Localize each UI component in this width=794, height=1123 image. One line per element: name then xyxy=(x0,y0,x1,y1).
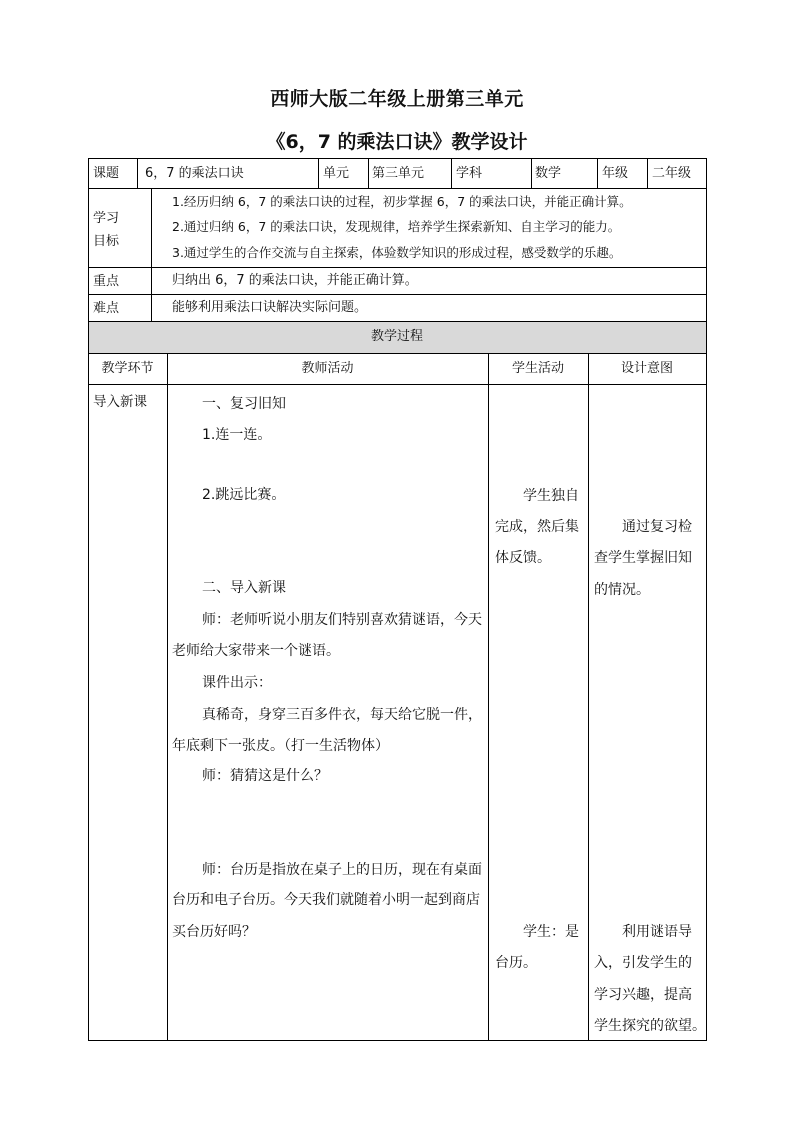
subject-value: 数学 xyxy=(535,166,562,181)
difficulty-label: 难点 xyxy=(93,301,120,316)
student-line: 学生独自 xyxy=(523,488,579,504)
stage-name: 导入新课 xyxy=(93,394,147,410)
col-student-header: 学生活动 xyxy=(511,361,564,376)
teacher-line: 一、复习旧知 xyxy=(202,396,286,412)
table-line xyxy=(167,353,168,1041)
unit-value: 第三单元 xyxy=(372,166,425,181)
table-line xyxy=(88,267,707,268)
student-line: 完成，然后集 xyxy=(495,519,579,535)
student-line: 台历。 xyxy=(495,955,537,971)
table-line xyxy=(88,353,707,354)
intent-line: 利用谜语导 xyxy=(622,924,692,940)
goal-item: 3.通过学生的合作交流与自主探索，体验数学知识的形成过程，感受数学的乐趣。 xyxy=(172,245,622,260)
goals-label-line1: 学习 xyxy=(93,211,120,226)
goals-label-line2: 目标 xyxy=(93,234,120,249)
table-line xyxy=(88,384,707,385)
table-line xyxy=(88,321,707,322)
col-stage-header: 教学环节 xyxy=(101,361,154,376)
subject-label: 学科 xyxy=(456,166,483,181)
teacher-line: 台历和电子台历。今天我们就随着小明一起到商店 xyxy=(172,892,480,908)
grade-label: 年级 xyxy=(602,166,629,181)
table-line xyxy=(368,158,369,189)
table-border-bottom xyxy=(88,1040,707,1041)
teacher-line: 买台历好吗？ xyxy=(172,924,256,940)
intent-line: 学习兴趣，提高 xyxy=(594,987,692,1003)
process-header: 教学过程 xyxy=(370,329,423,344)
table-line xyxy=(151,188,152,322)
doc-title-line2: 《6，7 的乘法口诀》教学设计 xyxy=(266,131,528,153)
goal-item: 2.通过归纳 6，7 的乘法口诀，发现规律，培养学生探索新知、自主学习的能力。 xyxy=(172,219,621,234)
table-line xyxy=(531,158,532,189)
table-line xyxy=(488,353,489,1041)
teacher-line: 课件出示： xyxy=(202,675,272,691)
col-intent-header: 设计意图 xyxy=(620,361,673,376)
teacher-line: 年底剩下一张皮。（打一生活物体） xyxy=(172,738,389,754)
table-border-left xyxy=(88,158,89,1041)
topic-label: 课题 xyxy=(93,166,120,181)
topic-value: 6，7 的乘法口诀 xyxy=(145,166,244,181)
key-point-value: 归纳出 6，7 的乘法口诀，并能正确计算。 xyxy=(172,273,418,288)
teacher-line: 师：老师听说小朋友们特别喜欢猜谜语，今天 xyxy=(202,612,482,628)
doc-title-line1: 西师大版二年级上册第三单元 xyxy=(270,88,524,110)
teacher-line: 师：台历是指放在桌子上的日历，现在有桌面 xyxy=(202,862,482,878)
teacher-line: 二、导入新课 xyxy=(202,580,286,596)
teacher-line: 师：猜猜这是什么？ xyxy=(202,768,328,784)
col-teacher-header: 教师活动 xyxy=(301,361,354,376)
table-border-right xyxy=(706,158,707,1041)
intent-line: 学生探究的欲望。 xyxy=(594,1018,706,1034)
intent-line: 通过复习检 xyxy=(622,519,692,535)
intent-line: 入，引发学生的 xyxy=(594,955,692,971)
table-line xyxy=(88,294,707,295)
teacher-line: 1.连一连。 xyxy=(202,427,272,443)
intent-line: 的情况。 xyxy=(594,582,650,598)
teacher-line: 2.跳远比赛。 xyxy=(202,487,286,503)
table-line xyxy=(588,353,589,1041)
table-line xyxy=(597,158,598,189)
teacher-line: 真稀奇，身穿三百多件衣，每天给它脱一件， xyxy=(202,707,482,723)
key-point-label: 重点 xyxy=(93,274,120,289)
table-line xyxy=(137,158,138,189)
student-line: 学生：是 xyxy=(523,924,579,940)
intent-line: 查学生掌握旧知 xyxy=(594,550,692,566)
student-line: 体反馈。 xyxy=(495,550,551,566)
table-line xyxy=(451,158,452,189)
table-border-top xyxy=(88,158,707,159)
teacher-line: 老师给大家带来一个谜语。 xyxy=(172,643,340,659)
table-line xyxy=(88,188,707,189)
grade-value: 二年级 xyxy=(652,166,692,181)
table-line xyxy=(647,158,648,189)
goal-item: 1.经历归纳 6，7 的乘法口诀的过程，初步掌握 6，7 的乘法口诀，并能正确计算。 xyxy=(172,194,632,209)
unit-label: 单元 xyxy=(323,166,350,181)
table-line xyxy=(318,158,319,189)
difficulty-value: 能够利用乘法口诀解决实际问题。 xyxy=(172,300,368,315)
